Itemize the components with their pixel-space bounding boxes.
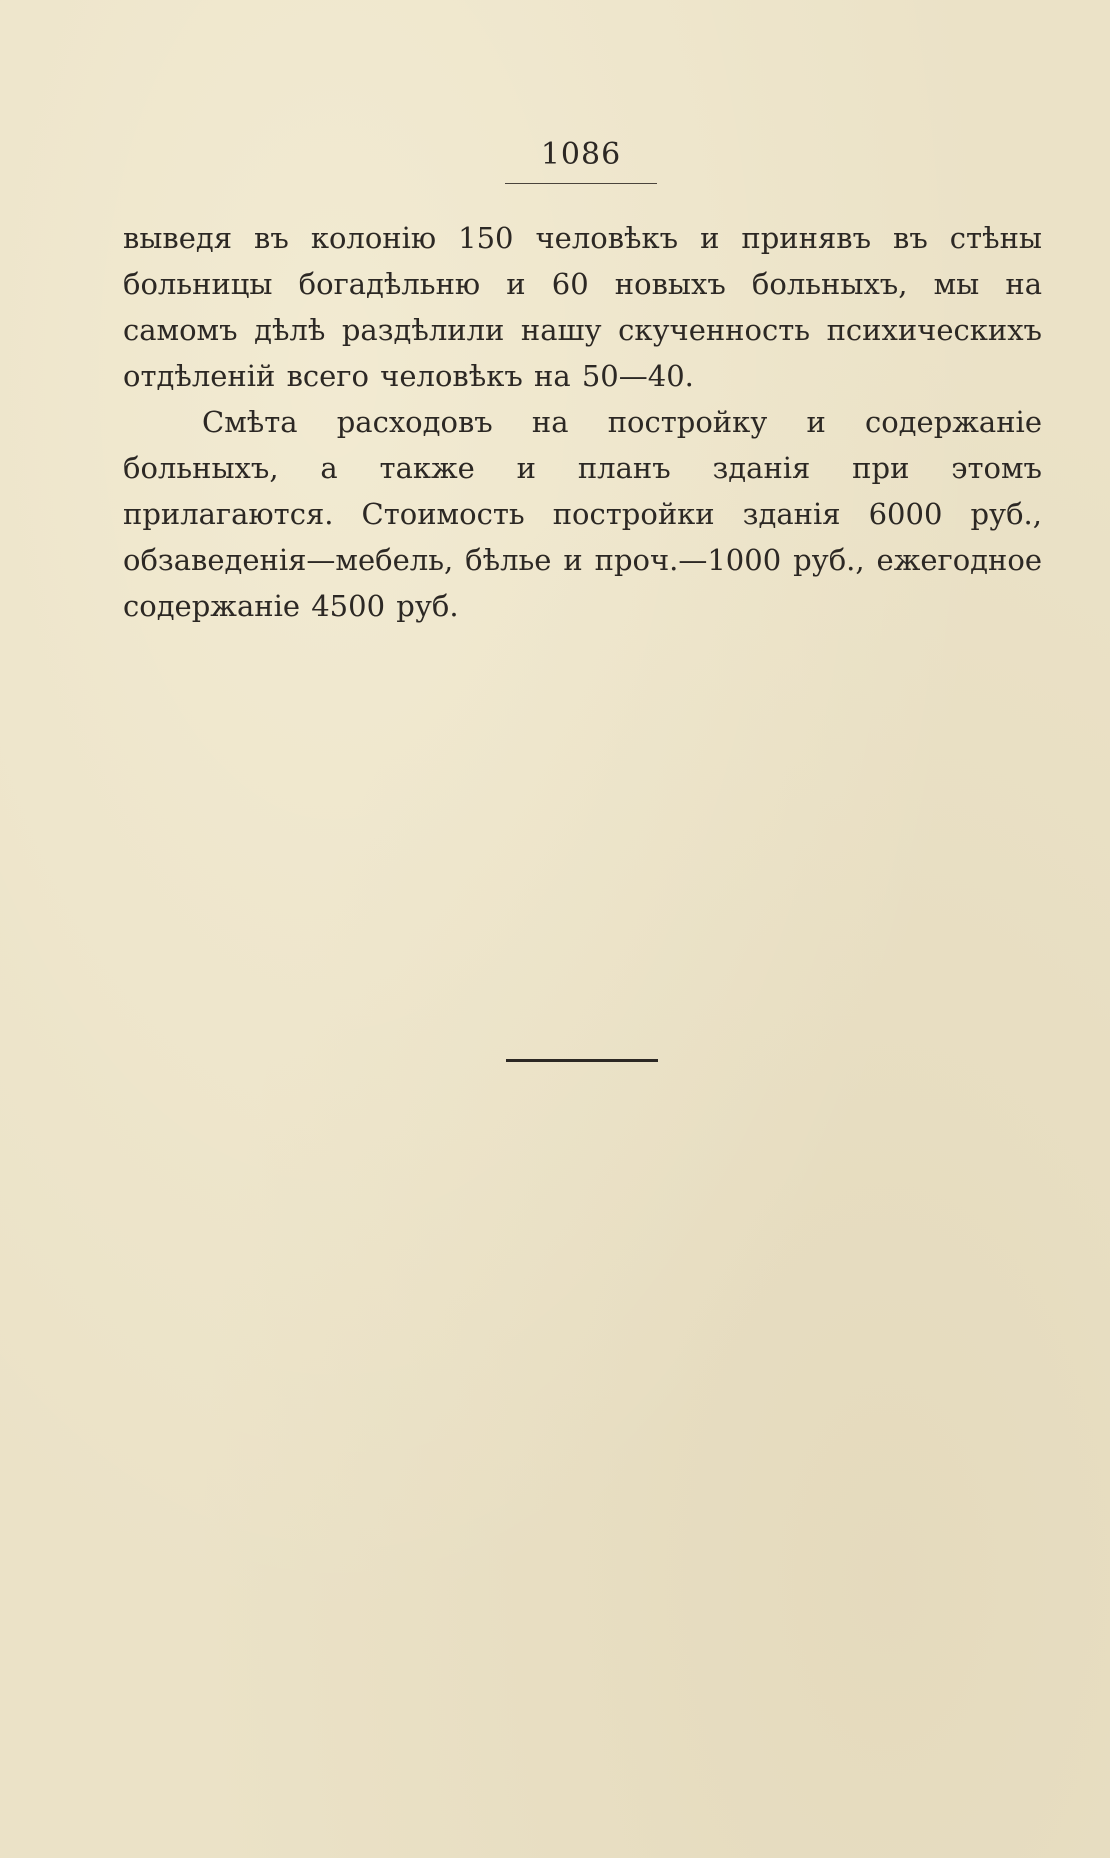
body-text — [123, 215, 1042, 629]
page-number: 1086 — [540, 137, 622, 172]
header-rule — [505, 183, 657, 184]
end-rule — [506, 1059, 658, 1062]
paragraph-2: Смѣта расходовъ на постройку и содержаніе больныхъ, а также и планъ зданія при этомъ прилагаются. Стоимость постройки зданія 6000 руб., обзаведенія—мебель, бѣлье и проч.—1000 руб., ежегодное содержаніе 4500 руб. — [123, 405, 1042, 623]
paragraph-1: выведя въ колонію 150 человѣкъ и принявъ въ стѣны больницы богадѣльню и 60 новыхъ больныхъ, мы на самомъ дѣлѣ раздѣлили нашу скученность психическихъ отдѣленій всего человѣкъ на 50—40. — [123, 221, 1042, 393]
page-header — [505, 137, 657, 172]
